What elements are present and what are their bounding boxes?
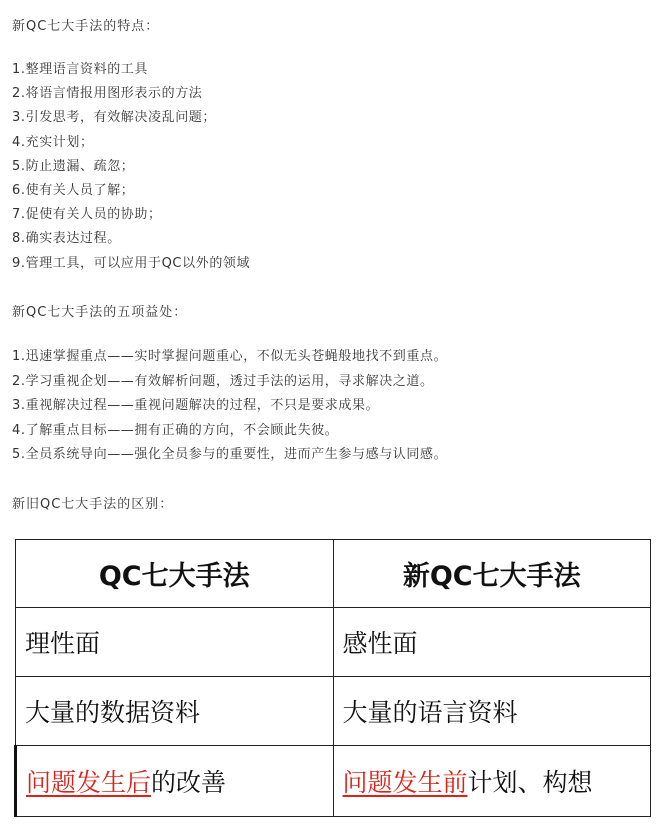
highlight-text: 问题发生后 [26, 768, 152, 797]
table-row [16, 608, 651, 677]
difference-heading: 新旧QC七大手法的区别： [12, 497, 174, 512]
list-item: 4.充实计划； [12, 134, 94, 150]
table-row [16, 677, 651, 746]
table-cell [333, 746, 651, 817]
list-item: 5.防止遗漏、疏忽； [12, 158, 135, 174]
list-item: 2.学习重视企划——有效解析问题，透过手法的运用，寻求解决之道。 [12, 373, 434, 389]
benefits-list [12, 345, 447, 468]
table-cell [16, 746, 334, 817]
list-item: 2.将语言情报用图形表示的方法 [12, 86, 203, 102]
table-header-cell: QC七大手法 [16, 540, 334, 608]
table-cell: 大量的语言资料 [333, 677, 651, 746]
table-header-row [16, 540, 651, 608]
list-item: 6.使有关人员了解； [12, 182, 135, 198]
table-cell: 大量的数据资料 [16, 677, 334, 746]
list-item: 3.重视解决过程——重视问题解决的过程，不只是要求成果。 [12, 398, 380, 414]
list-item: 7.促使有关人员的协助； [12, 207, 162, 223]
highlight-text: 问题发生前 [342, 768, 468, 797]
table-header-cell: 新QC七大手法 [333, 540, 651, 608]
table-row [16, 746, 651, 817]
list-item: 9.管理工具，可以应用于QC以外的领域 [12, 255, 251, 271]
list-item: 4.了解重点目标——拥有正确的方向，不会顾此失彼。 [12, 422, 339, 438]
features-heading: 新QC七大手法的特点： [12, 19, 160, 34]
benefits-heading: 新QC七大手法的五项益处： [12, 305, 188, 320]
features-list [12, 58, 250, 276]
list-item: 1.迅速掌握重点——实时掌握问题重心，不似无头苍蝇般地找不到重点。 [12, 349, 448, 364]
list-item: 5.全员系统导向——强化全员参与的重要性，进而产生参与感与认同感。 [12, 447, 448, 463]
comparison-table [14, 539, 651, 817]
list-item: 8.确实表达过程。 [12, 231, 121, 247]
cell-text: 计划、构想 [467, 768, 593, 797]
list-item: 3.引发思考，有效解决凌乱问题； [12, 110, 217, 126]
table-cell: 理性面 [16, 608, 334, 677]
list-item: 1.整理语言资料的工具 [12, 62, 149, 77]
table-cell: 感性面 [333, 608, 651, 677]
cell-text: 的改善 [151, 768, 227, 797]
